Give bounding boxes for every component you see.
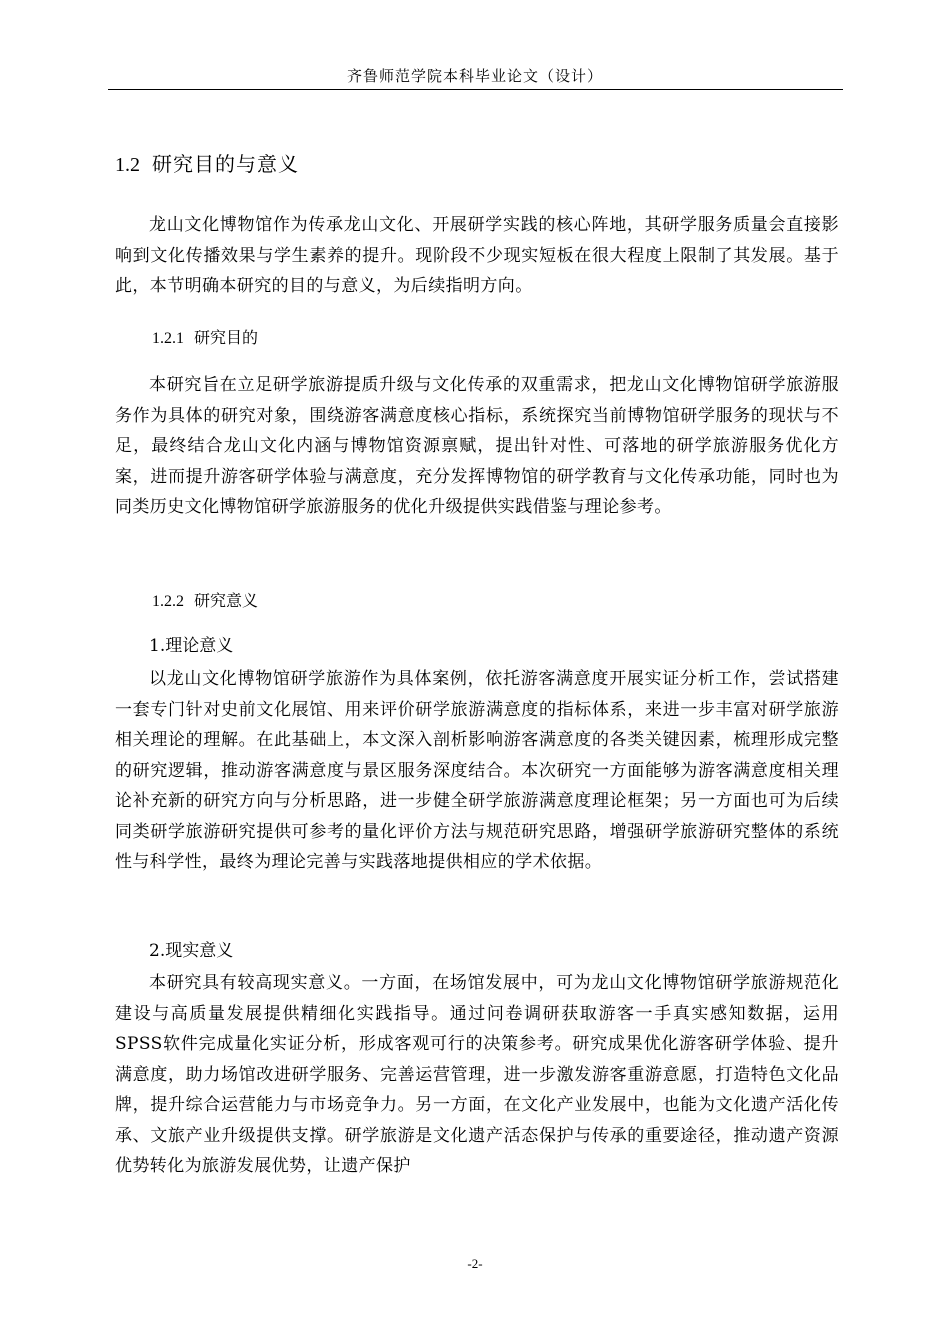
purpose-paragraph: 本研究旨在立足研学旅游提质升级与文化传承的双重需求，把龙山文化博物馆研学旅游服务作为具体的研究对象，围绕游客满意度核心指标，系统探究当前博物馆研学服务的现状与不足，最终结合龙山文化内涵与博物馆资源禀赋，提出针对性、可落地的研学旅游服务优化方案，进而提升游客研学体验与满意度，充分发挥博物馆的研学教育与文化传承功能，同时也为同类历史文化博物馆研学旅游服务的优化升级提供实践借鉴与理论参考。 (115, 375, 839, 517)
section-heading (115, 150, 299, 179)
subsection-title: 研究意义 (194, 591, 259, 610)
section-intro-paragraph: 龙山文化博物馆作为传承龙山文化、开展研学实践的核心阵地，其研学服务质量会直接影响到文化传播效果与学生素养的提升。现阶段不少现实短板在很大程度上限制了其发展。基于此，本节明确本研究的目的与意义，为后续指明方向。 (115, 215, 839, 296)
subsection-number: 1.2.1 (152, 330, 184, 347)
header-rule (108, 89, 843, 90)
subsection-heading-purpose (152, 326, 258, 351)
page-number: -2- (467, 1256, 483, 1271)
practical-significance-paragraph: 本研究具有较高现实意义。一方面，在场馆发展中，可为龙山文化博物馆研学旅游规范化建设与高质量发展提供精细化实践指导。通过问卷调研获取游客一手真实感知数据，运用SPSS软件完成量化实证分析，形成客观可行的决策参考。研究成果优化游客研学体验、提升满意度，助力场馆改进研学服务、完善运营管理，进一步激发游客重游意愿，打造特色文化品牌，提升综合运营能力与市场竞争力。另一方面，在文化产业发展中，也能为文化遗产活化传承、文旅产业升级提供支撑。研学旅游是文化遗产活态保护与传承的重要途径，推动遗产资源优势转化为旅游发展优势，让遗产保护 (115, 973, 839, 1176)
theory-significance-paragraph: 以龙山文化博物馆研学旅游作为具体案例，依托游客满意度开展实证分析工作，尝试搭建一套专门针对史前文化展馆、用来评价研学旅游满意度的指标体系，来进一步丰富对研学旅游相关理论的理解。在此基础上，本文深入剖析影响游客满意度的各类关键因素，梳理形成完整的研究逻辑，推动游客满意度与景区服务深度结合。本次研究一方面能够为游客满意度相关理论补充新的研究方向与分析思路，进一步健全研学旅游满意度理论框架；另一方面也可为后续同类研学旅游研究提供可参考的量化评价方法与规范研究思路，增强研学旅游研究整体的系统性与科学性，最终为理论完善与实践落地提供相应的学术依据。 (115, 669, 839, 872)
theory-significance-label: 1.理论意义 (149, 636, 234, 656)
section-number: 1.2 (115, 154, 140, 176)
subsection-heading-significance (152, 589, 258, 614)
subsection-title: 研究目的 (194, 328, 259, 347)
section-title: 研究目的与意义 (152, 152, 299, 176)
subsection-number: 1.2.2 (152, 593, 184, 610)
practical-significance-label: 2.现实意义 (149, 941, 234, 961)
running-header: 齐鲁师范学院本科毕业论文（设计） (346, 67, 603, 85)
